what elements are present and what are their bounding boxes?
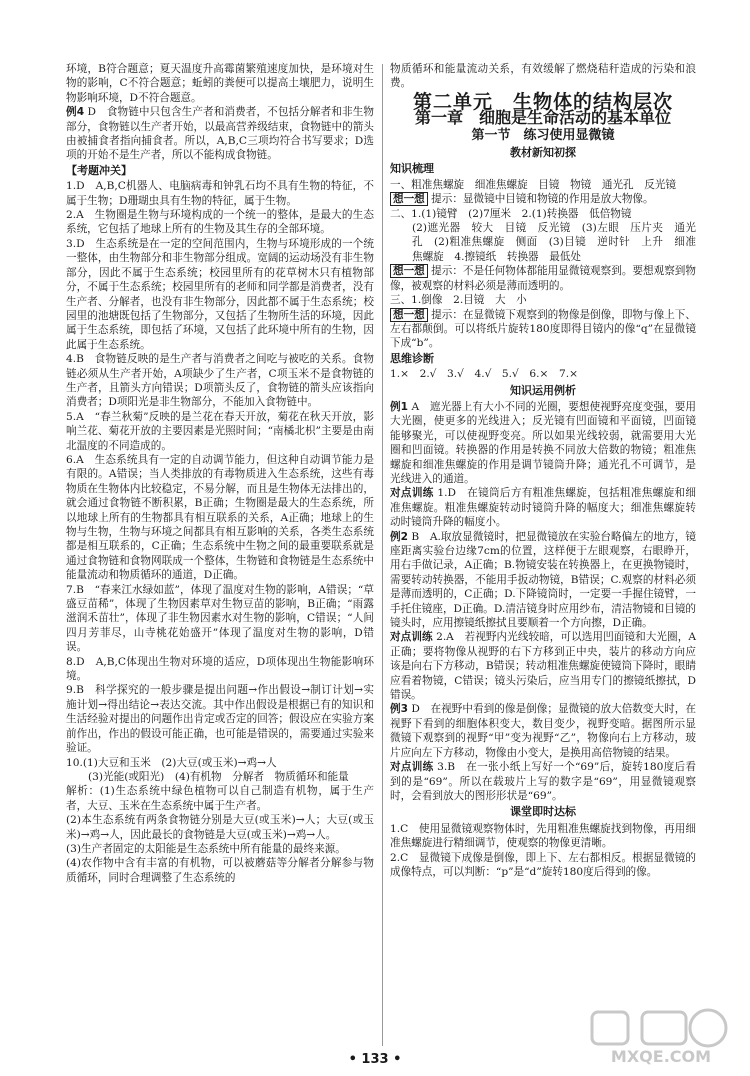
item-label: 想一想 <box>390 308 428 322</box>
paragraph: (2)遮光器 较大 目镜 反光镜 (3)左眼 压片夹 通光孔 (2)粗准焦螺旋 侧面 (3)目镜 逆时针 上升 细准焦螺旋 4.擦镜纸 转换器 最低处 <box>412 222 696 263</box>
example-item <box>390 702 696 760</box>
paragraph: 解析：(1)生态系统中绿色植物可以自己制造有机物，属于生产者，大豆、玉米在生态系统中属于生产者。 <box>66 785 374 812</box>
item-label: 对点训练 <box>390 487 434 500</box>
right-intro: 物质循环和能量流动关系，有效缓解了燃烧秸秆造成的污染和浪费。 <box>390 63 696 90</box>
paragraph: 2.C 显微镜下成像是倒像，即上下、左右都相反。根据显微镜的成像特点，可以判断：“p”是“d”旋转180度后得到的像。 <box>390 851 696 878</box>
paragraph: 二、1.(1)镜臂 (2)7厘米 2.(1)转换器 低倍物镜 <box>390 207 632 220</box>
watermark-logo <box>586 1006 736 1068</box>
item-text: A 遮光器上有大小不同的光圈，要想使视野亮度变强，要用大光圈，使更多的光线进入；反光镜有凹面镜和平面镜，凹面镜能够聚光，可以使视野变亮。所以如果光线较弱，就需要用大光圈和凹面镜。转换器的作用是转换不同放大倍数的物镜；粗准焦螺旋和细准焦螺旋的作用是调节镜筒升降；通光孔不可调节，是光线进入的通道。 <box>390 400 697 485</box>
example-item <box>390 760 696 803</box>
item-label: 对点训练 <box>390 761 434 774</box>
think-prompt <box>390 264 696 293</box>
item-label: 例1 <box>390 400 409 413</box>
paragraph: 2.A 生物圈是生物与环境构成的一个统一的整体，是最大的生态系统，它包括了地球上所有的生物及其生存的全部环境。 <box>66 209 374 236</box>
section-heading: 知识梳理 <box>390 162 434 176</box>
paragraph: 一、粗准焦螺旋 细准焦螺旋 目镜 物镜 通光孔 反光镜 <box>390 178 677 191</box>
paragraph: 1.C 使用显微镜观察物体时，先用粗准焦螺旋找到物像，再用细准焦螺旋进行精细调节，使观察的物像更清晰。 <box>390 822 696 850</box>
item-label: 对点训练 <box>390 631 433 644</box>
section-title: 第一节 练习使用显微镜 <box>471 127 615 143</box>
paragraph: (3)生产者固定的太阳能是生态系统中所有能量的最终来源。 <box>66 842 346 855</box>
center-heading: 知识运用例析 <box>510 383 576 397</box>
item-text: 1.D 在镜筒后方有粗准焦螺旋，包括粗准焦螺旋和细准焦螺旋。粗准焦螺旋转动时镜筒升降的幅度大；细准焦螺旋转动时镜筒升降的幅度小。 <box>390 487 696 529</box>
paragraph: (4)农作物中含有丰富的有机物，可以被蘑菇等分解者分解参与物质循环，同时合理调整了生态系统的 <box>66 857 374 884</box>
paragraph: 8.D A,B,C体现出生物对环境的适应，D项体现出生物能影响环境。 <box>66 655 374 683</box>
right-column <box>390 62 696 879</box>
paragraph: 1.D A,B,C机器人、电脑病毒和钟乳石均不具有生物的特征，不属于生物；D珊瑚虫具有生物的特征，属于生物。 <box>66 180 374 207</box>
center-heading: 课堂即时达标 <box>510 805 576 819</box>
paragraph: 10.(1)大豆和玉米 (2)大豆(或玉米)→鸡→人 <box>66 756 277 769</box>
column-divider <box>382 64 383 1046</box>
item-label: 例2 <box>390 530 409 543</box>
paragraph: 9.B 科学探究的一般步骤是提出问题→作出假设→制订计划→实施计划→得出结论→表达交流。其中作出假设是根据已有的知识和生活经验对提出的问题作出肯定或否定的回答；假设应在实验方案前作出，作出的假设可能正确，也可能是错误的，需要通过实验来验证。 <box>66 684 374 755</box>
example-item <box>390 630 696 702</box>
paragraph: 6.A 生态系统具有一定的自动调节能力，但这种自动调节能力是有限的。A错误；当人类排放的有毒物质进入生态系统，这些有毒物质在生物体内比较稳定，不易分解，而且是生物体无法排出的，就会通过食物链不断积累，B正确；生物圈是最大的生态系统，所以地球上所有的生物都具有相互联系的关系，A正确；地球上的生物与生物，生物与环境之间都具有相互影响的关系，各类生态系统都是相互联系的，C正确；生态系统中生物之间的最重要联系就是通过食物链和食物网联成一个整体，生物链和食物链是生态系统中能量流动和物质循环的通道，D正确。 <box>66 453 374 582</box>
left-column <box>66 62 374 885</box>
item-text: 3.B 在一张小纸上写好一个“69”后，旋转180度后看到的是“69”。所以在载玻片上写的数字是“69”，用显微镜观察时，会看到放大的图形形状是“69”。 <box>390 761 696 802</box>
paragraph: 三、1.倒像 2.目镜 大 小 <box>390 294 527 307</box>
item-text: D 食物链中只包含生产者和消费者，不包括分解者和非生物部分，食物链以生产者开始，以最高营养级结束，食物链中的箭头由被捕食者指向捕食者。所以，A,B,C三项均符合书写要求；D选项的开始不是生产者，所以不能构成食物链。 <box>66 106 374 162</box>
paragraph: 3.D 生态系统是在一定的空间范围内，生物与环境形成的一个统一整体，由生物部分和非生物部分组成。宽阔的运动场没有非生物部分，因此不属于生态系统；校园里所有的花草树木只有植物部分，不属于生态系统；校园里所有的老师和同学都是消费者，没有生产者、分解者，也没有非生物部分，因此都不属于生态系统；校园里的池塘既包括了生物部分，又包括了生物所生活的环境，因此属于生态系统，即包括了环境，又包括了此环境中所有的生物，因此属于生态系统。 <box>66 237 374 351</box>
think-prompt <box>390 192 696 206</box>
paragraph: (2)本生态系统有两条食物链分别是大豆(或玉米)→人；大豆(或玉米)→鸡→人，因此最长的食物链是大豆(或玉米)→鸡→人。 <box>66 814 374 841</box>
item-text: 提示：显微镜中目镜和物镜的作用是放大物像。 <box>431 193 654 206</box>
section-heading: 【考题冲关】 <box>66 163 132 177</box>
item-label: 想一想 <box>390 264 428 278</box>
paragraph: 环境，B符合题意；夏天温度升高霉菌繁殖速度加快，是环境对生物的影响，C不符合题意；蚯蚓的粪便可以提高土壤肥力，说明生物影响环境，D不符合题意。 <box>66 63 374 104</box>
paragraph: 4.B 食物链反映的是生产者与消费者之间吃与被吃的关系。食物链必须从生产者开始，A项缺少了生产者，C项玉米不是食物链的生产者，且箭头方向错误；D项箭头反了，食物链的箭头应该指向消费者；D项阳光是非生物部分，不能加入食物链中。 <box>66 353 374 409</box>
section-heading: 思维诊断 <box>390 351 434 365</box>
item-text: D 在视野中看到的像是倒像；显微镜的放大倍数变大时，在视野下看到的细胞体积变大，数目变少，视野变暗。据图所示显微镜下观察到的视野“甲”变为视野“乙”，物像向右上方移动，玻片应向左下方移动，物像由小变大，是换用高倍物镜的结果。 <box>390 703 697 759</box>
item-text: 提示：不是任何物体都能用显微镜观察到。要想观察到物像，被观察的材料必须是薄而透明的。 <box>390 265 696 292</box>
item-label: 想一想 <box>390 192 428 206</box>
item-label: 例3 <box>390 703 408 716</box>
right-body <box>390 162 696 879</box>
item-text: B A.取放显微镜时，把显微镜放在实验台略偏左的地方，镜座距离实验台边缘7cm的位置，这样便于左眼观察，右眼睁开，用右手做记录，A正确；B.物镜安装在转换器上，在更换物镜时，需要转动转换器，不能用手扳动物镜，B错误；C.观察的材料必须是薄而透明的，C正确；D.下降镜筒时，一定要一手握住镜臂，一手托住镜座，D正确。D.清洁镜身时应用纱布，清洁物镜和目镜的镜头时，应用擦镜纸擦拭且要顺着一个方向擦，D正确。 <box>390 530 697 630</box>
example-item <box>66 105 374 163</box>
sub-title: 教材新知初探 <box>510 146 576 160</box>
example-item <box>390 530 696 631</box>
chapter-title: 第一章 细胞是生命活动的基本单位 <box>414 108 671 128</box>
item-label: 例4 <box>66 106 85 119</box>
item-text: 提示：在显微镜下观察到的物像是倒像，即物与像上下、左右都颠倒。可以将纸片旋转180度即得目镜内的像“q”在显微镜下成“b”。 <box>390 308 696 350</box>
think-prompt <box>390 308 696 351</box>
page-number: • 133 • <box>348 1052 402 1067</box>
paragraph: 7.B “春来江水绿如蓝”，体现了温度对生物的影响，A错误；“草盛豆苗稀”，体现了生物因素草对生物豆苗的影响，B正确；“雨露滋润禾苗壮”，体现了非生物因素水对生物的影响，C错误；“人间四月芳菲尽，山寺桃花始盛开”体现了温度对生物的影响，D错误。 <box>66 583 374 654</box>
paragraph: 1.× 2.√ 3.√ 4.√ 5.√ 6.× 7.× <box>390 368 578 381</box>
unit-title: 第二单元 生物体的结构层次 <box>412 90 673 113</box>
example-item <box>390 486 696 529</box>
example-item <box>390 400 696 486</box>
paragraph: 5.A “春兰秋菊”反映的是兰花在春天开放，菊花在秋天开放，影响兰花、菊花开放的主要因素是光照时间；“南橘北枳”主要是由南北温度的不同造成的。 <box>66 410 374 452</box>
svg-text:MXQE.COM: MXQE.COM <box>610 1047 712 1066</box>
item-text: 2.A 若视野内光线较暗，可以选用凹面镜和大光圈，A正确；要将物像从视野的右下方移到正中央，装片的移动方向应该是向右下方移动，B错误；转动粗准焦螺旋使镜筒下降时，眼睛应看着物镜，C错误；镜头污染后，应当用专门的擦镜纸擦拭，D错误。 <box>390 631 696 702</box>
paragraph: (3)光能(或阳光) (4)有机物 分解者 物质循环和能量 <box>88 770 349 783</box>
